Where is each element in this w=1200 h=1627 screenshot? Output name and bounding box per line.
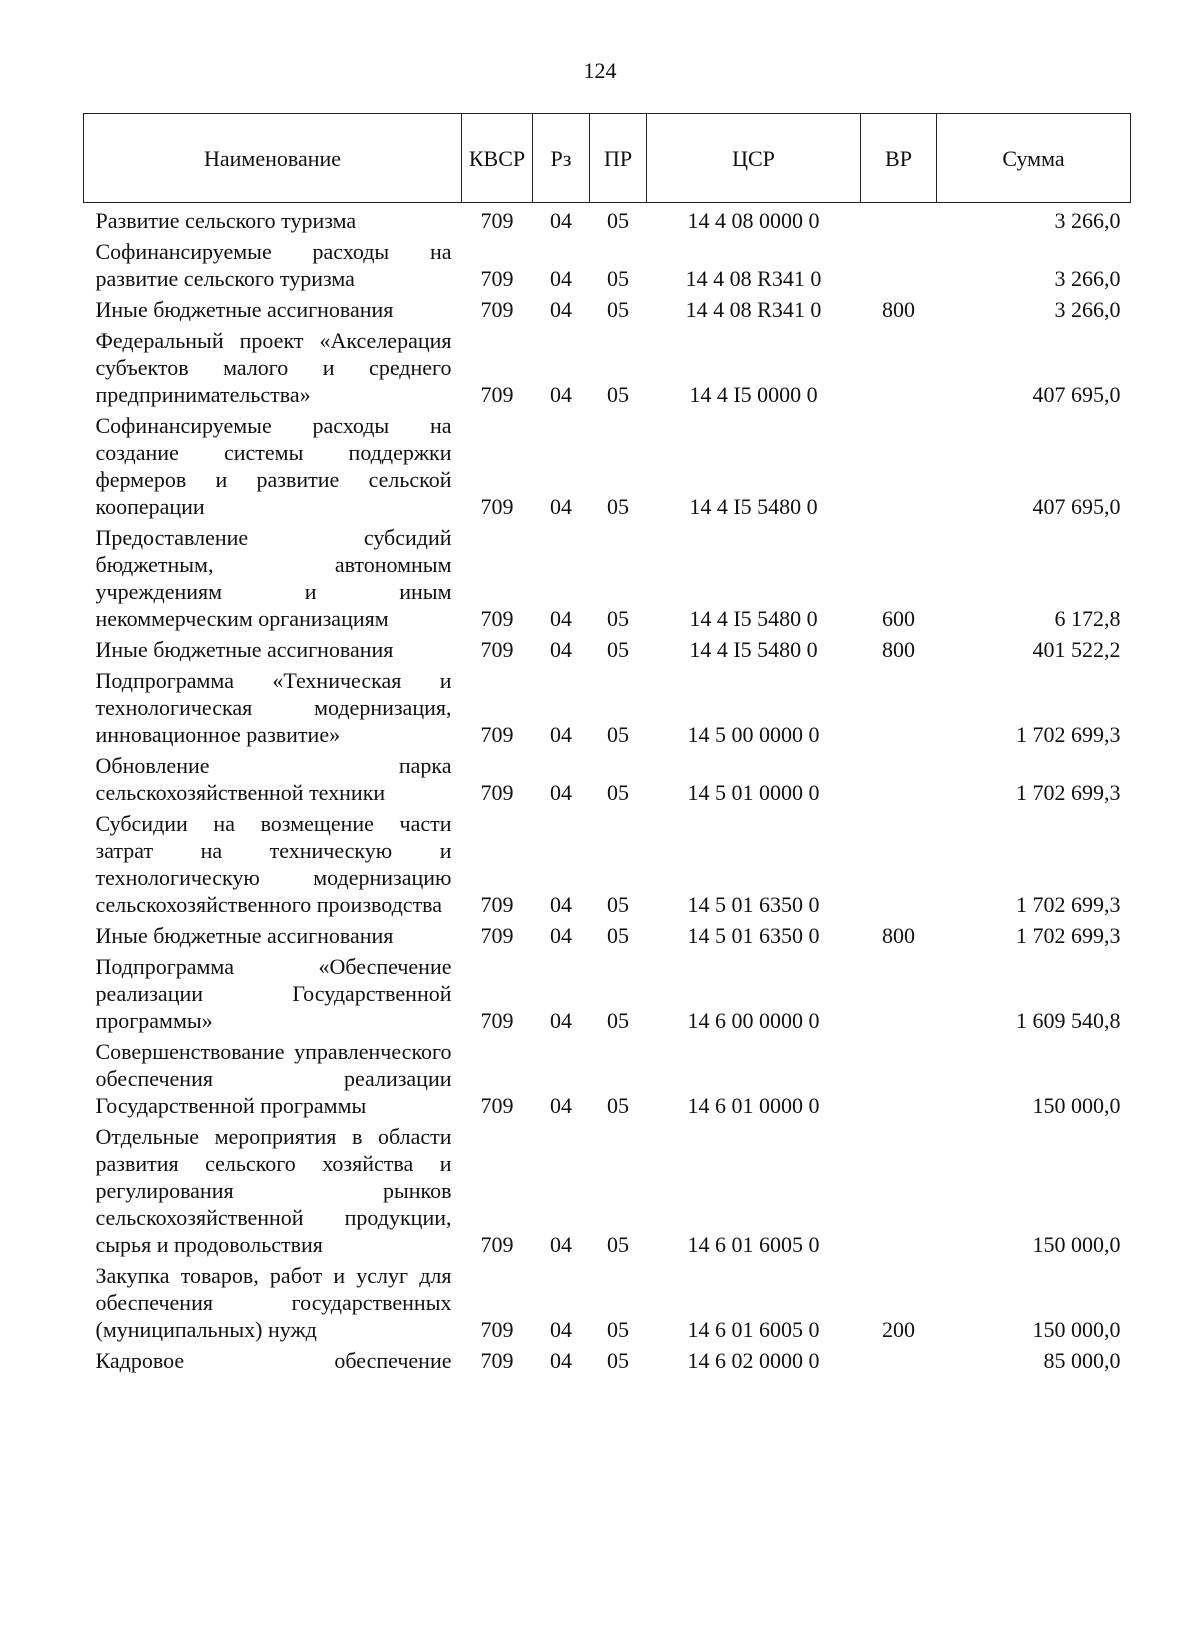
cell-sum: 150 000,0 — [1032, 1317, 1121, 1342]
cell-kvsr: 709 — [480, 606, 514, 631]
cell-rz: 04 — [550, 266, 572, 291]
cell-sum: 3 266,0 — [1054, 208, 1121, 233]
table-header — [84, 114, 1131, 203]
cell-name: Субсидии на возмещение части затрат на техническую и технологическую модернизацию сельскохозяйственного производства — [95, 811, 452, 917]
cell-vr — [861, 951, 937, 1036]
cell-vr — [861, 808, 937, 920]
cell-sum: 85 000,0 — [1043, 1348, 1121, 1373]
header-vr: ВР — [861, 114, 937, 203]
header-row — [84, 114, 1131, 203]
table-row — [84, 236, 1131, 294]
cell-sum: 6 172,8 — [1054, 606, 1121, 631]
cell-rz: 04 — [550, 1348, 572, 1373]
cell-vr — [861, 1121, 937, 1260]
cell-pr: 05 — [607, 266, 629, 291]
cell-pr: 05 — [607, 923, 629, 948]
cell-sum: 1 702 699,3 — [1016, 722, 1121, 747]
cell-csr: 14 6 01 6005 0 — [687, 1232, 820, 1257]
header-pr: ПР — [590, 114, 647, 203]
cell-rz: 04 — [550, 382, 572, 407]
cell-pr: 05 — [607, 780, 629, 805]
cell-pr: 05 — [607, 297, 629, 322]
cell-vr: 800 — [882, 297, 915, 322]
cell-rz: 04 — [550, 1008, 572, 1033]
cell-csr: 14 4 I5 0000 0 — [689, 382, 818, 407]
cell-name: Обновление парка сельскохозяйственной техники — [95, 753, 452, 805]
table-row — [84, 325, 1131, 410]
cell-sum: 150 000,0 — [1032, 1232, 1121, 1257]
cell-rz: 04 — [550, 606, 572, 631]
table-row — [84, 203, 1131, 237]
cell-vr — [861, 665, 937, 750]
cell-rz: 04 — [550, 892, 572, 917]
cell-rz: 04 — [550, 208, 572, 233]
cell-csr: 14 6 01 6005 0 — [687, 1317, 820, 1342]
cell-pr: 05 — [607, 382, 629, 407]
cell-name: Закупка товаров, работ и услуг для обеспечения государственных (муниципальных) нужд — [95, 1263, 452, 1342]
cell-pr: 05 — [607, 1317, 629, 1342]
cell-csr: 14 4 08 R341 0 — [685, 266, 822, 291]
cell-rz: 04 — [550, 780, 572, 805]
cell-name: Кадровое обеспечение — [95, 1348, 452, 1373]
cell-csr: 14 4 I5 5480 0 — [689, 494, 818, 519]
table-row — [84, 665, 1131, 750]
cell-csr: 14 4 08 R341 0 — [685, 297, 822, 322]
table-body — [84, 203, 1131, 1377]
table-row — [84, 1121, 1131, 1260]
cell-csr: 14 5 01 0000 0 — [687, 780, 820, 805]
cell-pr: 05 — [607, 1232, 629, 1257]
cell-pr: 05 — [607, 722, 629, 747]
cell-name: Иные бюджетные ассигнования — [95, 923, 394, 948]
cell-kvsr: 709 — [480, 1348, 514, 1373]
cell-kvsr: 709 — [480, 297, 514, 322]
cell-csr: 14 6 02 0000 0 — [687, 1348, 820, 1373]
cell-pr: 05 — [607, 494, 629, 519]
cell-kvsr: 709 — [480, 494, 514, 519]
cell-name: Подпрограмма «Техническая и технологическая модернизация, инновационное развитие» — [95, 668, 452, 747]
cell-name: Подпрограмма «Обеспечение реализации Государственной программы» — [95, 954, 452, 1033]
cell-sum: 150 000,0 — [1032, 1093, 1121, 1118]
table-row — [84, 951, 1131, 1036]
cell-sum: 1 609 540,8 — [1016, 1008, 1121, 1033]
header-kvsr: КВСР — [462, 114, 533, 203]
page-number: 124 — [583, 58, 617, 83]
cell-sum: 407 695,0 — [1032, 382, 1121, 407]
header-rz: Рз — [533, 114, 590, 203]
cell-name: Отдельные мероприятия в области развития сельского хозяйства и регулирования рынков сельскохозяйственной продукции, сырья и продовольствия — [95, 1124, 452, 1257]
cell-vr — [861, 1036, 937, 1121]
cell-kvsr: 709 — [480, 208, 514, 233]
cell-name: Иные бюджетные ассигнования — [95, 637, 394, 662]
table-row — [84, 410, 1131, 522]
cell-rz: 04 — [550, 297, 572, 322]
cell-csr: 14 6 01 0000 0 — [687, 1093, 820, 1118]
cell-rz: 04 — [550, 637, 572, 662]
cell-rz: 04 — [550, 722, 572, 747]
cell-csr: 14 4 I5 5480 0 — [689, 606, 818, 631]
cell-vr: 600 — [882, 606, 915, 631]
cell-sum: 407 695,0 — [1032, 494, 1121, 519]
cell-kvsr: 709 — [480, 780, 514, 805]
cell-vr — [861, 236, 937, 294]
cell-pr: 05 — [607, 892, 629, 917]
table-row — [84, 808, 1131, 920]
table-row — [84, 634, 1131, 665]
cell-vr — [861, 750, 937, 808]
cell-kvsr: 709 — [480, 266, 514, 291]
cell-csr: 14 5 01 6350 0 — [687, 923, 820, 948]
cell-vr: 800 — [882, 637, 915, 662]
table-row — [84, 1260, 1131, 1345]
cell-name: Совершенствование управленческого обеспечения реализации Государственной программы — [95, 1039, 452, 1118]
cell-rz: 04 — [550, 1093, 572, 1118]
table-row — [84, 750, 1131, 808]
cell-sum: 3 266,0 — [1054, 297, 1121, 322]
cell-vr — [861, 203, 937, 237]
cell-name: Развитие сельского туризма — [95, 208, 357, 233]
cell-kvsr: 709 — [480, 382, 514, 407]
cell-sum: 401 522,2 — [1032, 637, 1121, 662]
cell-name: Иные бюджетные ассигнования — [95, 297, 394, 322]
cell-pr: 05 — [607, 606, 629, 631]
cell-vr — [861, 325, 937, 410]
cell-pr: 05 — [607, 637, 629, 662]
cell-kvsr: 709 — [480, 637, 514, 662]
cell-sum: 1 702 699,3 — [1016, 892, 1121, 917]
cell-pr: 05 — [607, 1008, 629, 1033]
cell-sum: 1 702 699,3 — [1016, 923, 1121, 948]
cell-vr — [861, 1345, 937, 1376]
header-csr: ЦСР — [647, 114, 861, 203]
table-row — [84, 1345, 1131, 1376]
cell-kvsr: 709 — [480, 1008, 514, 1033]
cell-vr: 800 — [882, 923, 915, 948]
cell-csr: 14 4 08 0000 0 — [687, 208, 820, 233]
cell-rz: 04 — [550, 494, 572, 519]
cell-csr: 14 5 01 6350 0 — [687, 892, 820, 917]
cell-name: Софинансируемые расходы на создание системы поддержки фермеров и развитие сельской кооперации — [95, 413, 452, 519]
cell-rz: 04 — [550, 1317, 572, 1342]
cell-rz: 04 — [550, 923, 572, 948]
cell-kvsr: 709 — [480, 1093, 514, 1118]
cell-vr — [861, 410, 937, 522]
cell-csr: 14 4 I5 5480 0 — [689, 637, 818, 662]
budget-table — [83, 113, 1131, 1376]
cell-name: Софинансируемые расходы на развитие сельского туризма — [95, 239, 452, 291]
cell-vr: 200 — [882, 1317, 915, 1342]
cell-rz: 04 — [550, 1232, 572, 1257]
cell-kvsr: 709 — [480, 923, 514, 948]
table-row — [84, 920, 1131, 951]
table-row — [84, 522, 1131, 634]
cell-csr: 14 6 00 0000 0 — [687, 1008, 820, 1033]
header-name: Наименование — [84, 114, 462, 203]
cell-kvsr: 709 — [480, 1317, 514, 1342]
cell-kvsr: 709 — [480, 722, 514, 747]
cell-kvsr: 709 — [480, 892, 514, 917]
cell-sum: 1 702 699,3 — [1016, 780, 1121, 805]
table-row — [84, 294, 1131, 325]
header-sum: Сумма — [937, 114, 1131, 203]
cell-pr: 05 — [607, 1093, 629, 1118]
cell-pr: 05 — [607, 1348, 629, 1373]
cell-name: Федеральный проект «Акселерация субъектов малого и среднего предпринимательства» — [95, 328, 452, 407]
cell-sum: 3 266,0 — [1054, 266, 1121, 291]
cell-pr: 05 — [607, 208, 629, 233]
cell-csr: 14 5 00 0000 0 — [687, 722, 820, 747]
cell-kvsr: 709 — [480, 1232, 514, 1257]
table-row — [84, 1036, 1131, 1121]
cell-name: Предоставление субсидий бюджетным, автономным учреждениям и иным некоммерческим организациям — [95, 525, 452, 631]
